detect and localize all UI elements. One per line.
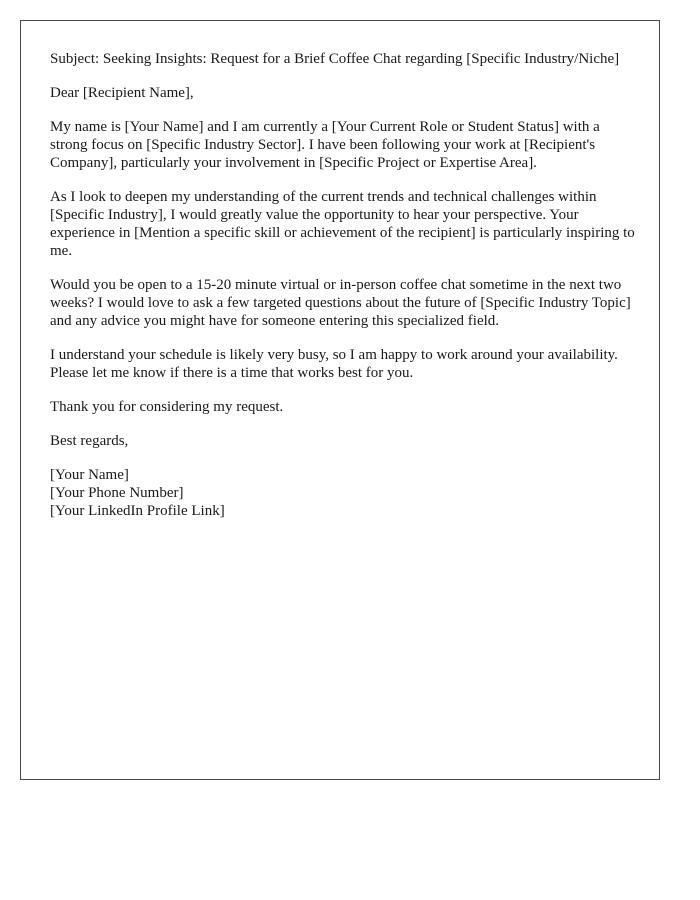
letter-closing: Best regards, bbox=[50, 433, 129, 449]
letter-paragraph-interest: As I look to deepen my understanding of the current trends and technical challenges within [Specific Industry], I would greatly value the opportunity to hear your perspective. Your experience in [Mention a specific skill or achievement of the recipient] is particularly inspiring to me. bbox=[50, 189, 635, 259]
signature-block bbox=[50, 466, 640, 520]
signature-phone: [Your Phone Number] bbox=[50, 485, 184, 501]
signature-name: [Your Name] bbox=[50, 467, 129, 483]
letter-paragraph-request: Would you be open to a 15-20 minute virtual or in-person coffee chat sometime in the next two weeks? I would love to ask a few targeted questions about the future of [Specific Industry Topic] and any advice you might have for someone entering this specialized field. bbox=[50, 277, 631, 329]
letter-salutation: Dear [Recipient Name], bbox=[50, 85, 194, 101]
letter-body bbox=[50, 50, 640, 520]
letter-paragraph-flexibility: I understand your schedule is likely very busy, so I am happy to work around your availability. Please let me know if there is a time that works best for you. bbox=[50, 347, 618, 381]
letter-frame bbox=[20, 20, 660, 780]
letter-paragraph-thanks: Thank you for considering my request. bbox=[50, 399, 284, 415]
letter-subject: Subject: Seeking Insights: Request for a Brief Coffee Chat regarding [Specific Industry/Niche] bbox=[50, 51, 620, 67]
letter-paragraph-intro: My name is [Your Name] and I am currently a [Your Current Role or Student Status] with a strong focus on [Specific Industry Sector]. I have been following your work at [Recipient's Company], particularly your involvement in [Specific Project or Expertise Area]. bbox=[50, 119, 600, 171]
signature-linkedin: [Your LinkedIn Profile Link] bbox=[50, 503, 225, 519]
